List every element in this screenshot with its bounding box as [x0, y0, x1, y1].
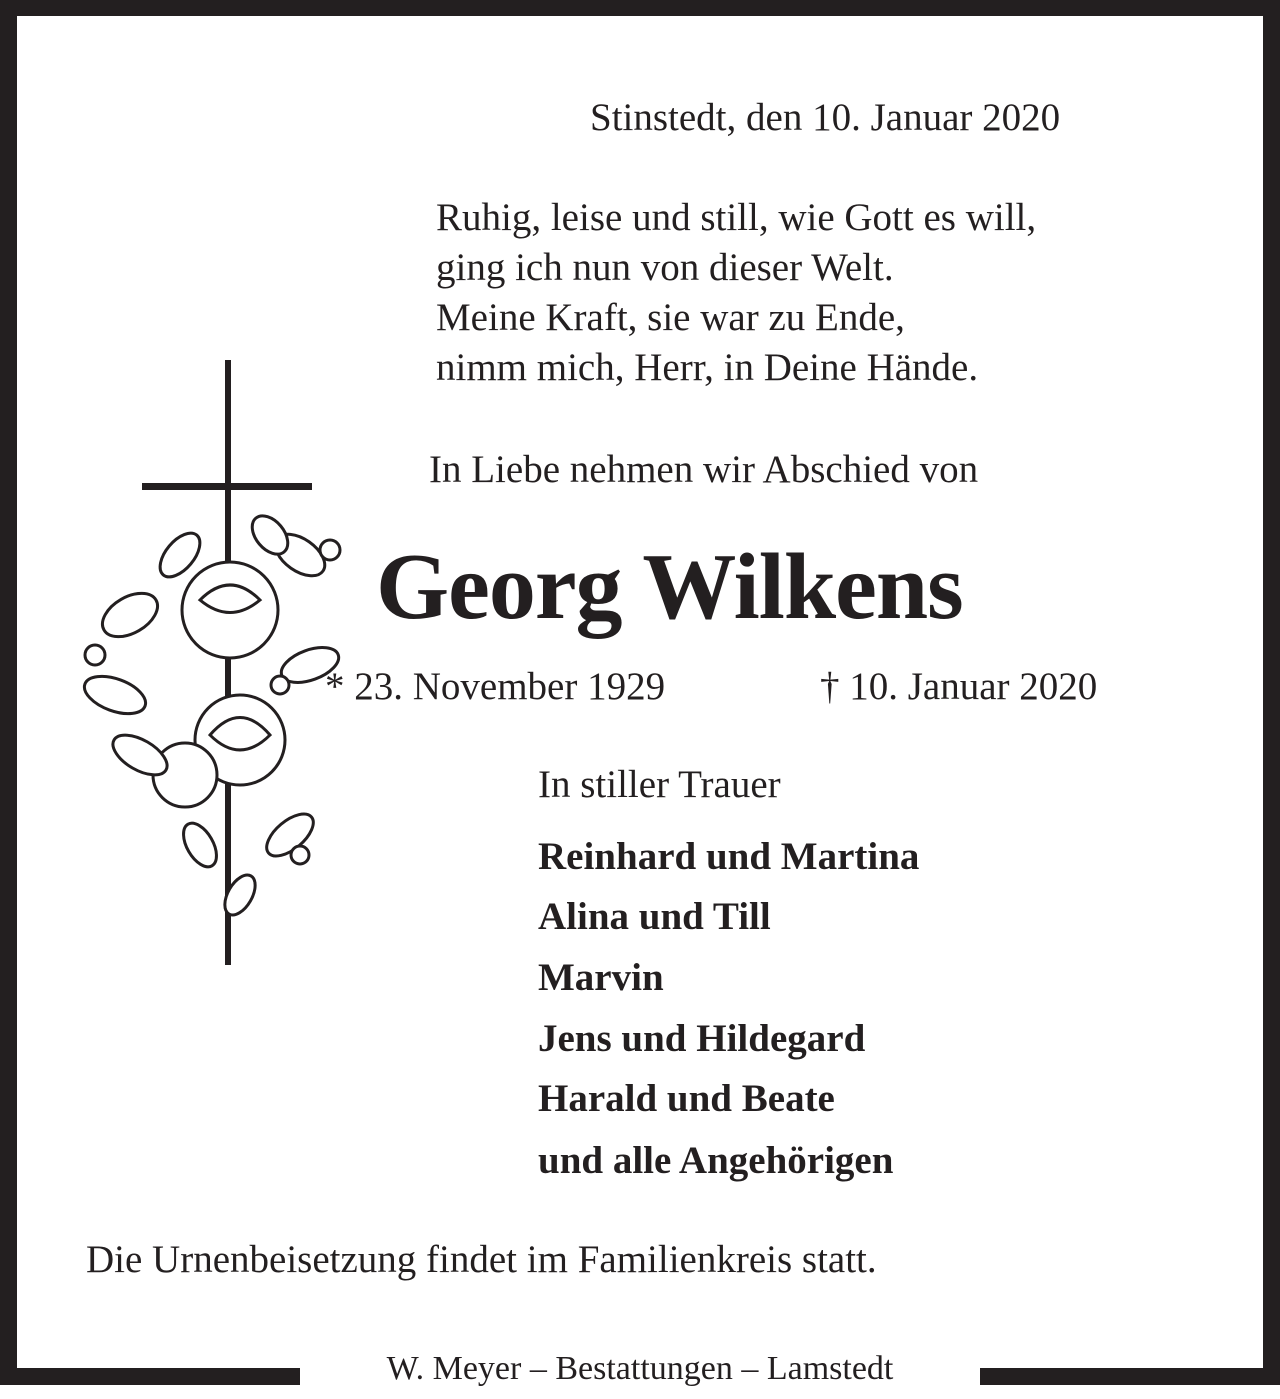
cross-with-roses-icon [40, 355, 360, 970]
family-member: und alle Angehörigen [538, 1139, 894, 1182]
death-date: † 10. Januar 2020 [820, 665, 1098, 708]
undertaker-footer: W. Meyer – Bestattungen – Lamstedt [386, 1350, 894, 1387]
family-member: Alina und Till [538, 895, 771, 938]
place-date: Stinstedt, den 10. Januar 2020 [590, 96, 1061, 139]
poem-line: Meine Kraft, sie war zu Ende, [436, 296, 905, 339]
intro-text: In Liebe nehmen wir Abschied von [429, 448, 979, 491]
birth-date: * 23. November 1929 [325, 665, 666, 708]
poem-line: ging ich nun von dieser Welt. [436, 246, 894, 289]
family-member: Reinhard und Martina [538, 835, 920, 878]
family-member: Marvin [538, 956, 664, 999]
burial-note: Die Urnenbeisetzung findet im Familienkreis statt. [86, 1238, 877, 1281]
poem-line: nimm mich, Herr, in Deine Hände. [436, 346, 979, 389]
mourning-text: In stiller Trauer [538, 763, 781, 806]
family-member: Harald und Beate [538, 1077, 835, 1120]
family-member: Jens und Hildegard [538, 1017, 866, 1060]
poem-line: Ruhig, leise und still, wie Gott es will, [436, 196, 1037, 239]
deceased-name: Georg Wilkens [376, 535, 963, 639]
